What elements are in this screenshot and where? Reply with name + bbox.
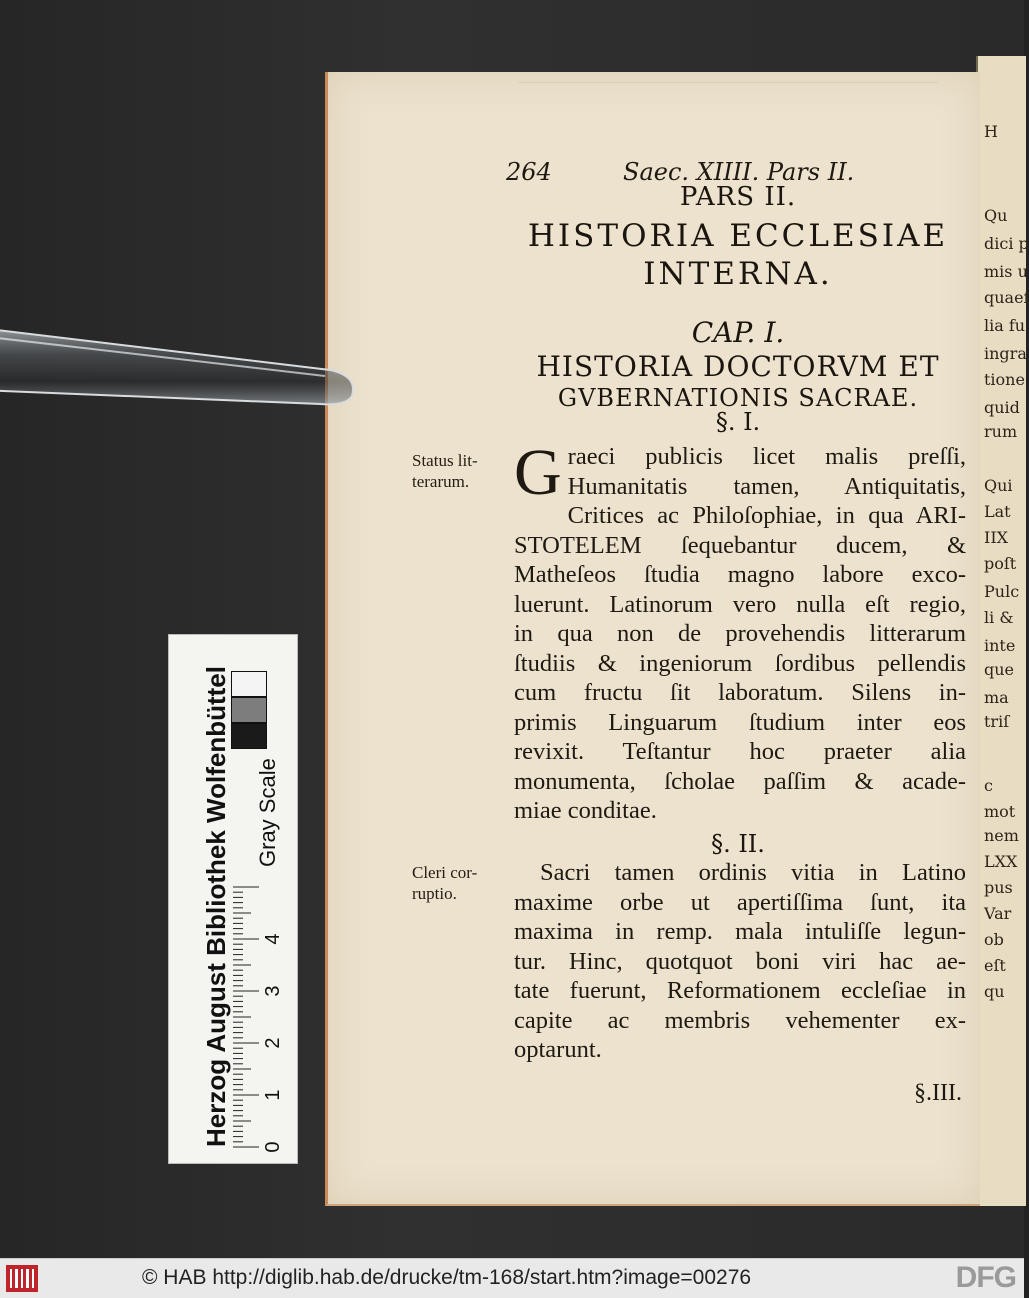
text-line: in qua non de provehendis litterarum: [514, 620, 966, 647]
facing-page-fragment: lia fu: [984, 316, 1026, 335]
facing-page-fragment: ob: [984, 930, 1004, 949]
text-line: miae conditae.: [514, 797, 657, 824]
section-1-text: [514, 436, 966, 826]
text-line: luerunt. Latinorum vero nulla eſt regio,: [514, 590, 966, 618]
ruler: [229, 885, 291, 1153]
section-1-heading: §. I.: [715, 408, 761, 436]
facing-page-fragment: eſt: [984, 956, 1006, 975]
text-line: maxime orbe ut apertiſſima ſunt, ita: [514, 888, 966, 916]
chapter-title-line-2: GVBERNATIONIS SACRAE.: [557, 384, 919, 412]
ruler-number: 0: [262, 1141, 284, 1153]
facing-page-fragment: quid: [984, 398, 1020, 417]
card-title: Herzog August Bibliothek Wolfenbüttel: [201, 666, 231, 1147]
facing-page-fragment: triſ: [984, 712, 1010, 731]
text-line: optarunt.: [514, 1036, 602, 1063]
text-line: revixit. Teſtantur hoc praeter alia: [514, 738, 966, 765]
facing-page-fragment: LXX: [984, 852, 1018, 871]
facing-page-fragment: mis u: [984, 262, 1028, 281]
page-holder-spatula: [0, 318, 375, 406]
section-2-text: [514, 858, 966, 1065]
facing-page-fragment: ingra: [984, 344, 1027, 363]
facing-page-fragment: tione: [984, 370, 1025, 389]
main-title-line-1: HISTORIA ECCLESIAE: [527, 218, 949, 254]
facing-page-fragment: H: [984, 122, 998, 141]
show-through: [518, 82, 938, 123]
text-line: Sacri tamen ordinis vitia in Latino: [540, 859, 966, 886]
margin-note-cleri-corruptio: Cleri cor- ruptio.: [412, 863, 478, 903]
page-number: 264: [506, 158, 552, 186]
facing-page-fragment: Lat: [984, 502, 1011, 521]
facing-page-fragment: ma: [984, 688, 1009, 707]
source-url[interactable]: © HAB http://diglib.hab.de/drucke/tm-168/start.htm?image=00276: [142, 1266, 752, 1289]
gray-patch-mid: [231, 697, 267, 723]
facing-page-fragment: dici p: [984, 234, 1029, 253]
facing-page-edge: [976, 56, 1029, 1206]
chapter-title-line-1: HISTORIA DOCTORVM ET: [536, 350, 940, 383]
text-line: tate fuerunt, Reformationem eccleſiae in: [514, 977, 966, 1004]
facing-page-fragment: Var: [984, 904, 1012, 923]
section-2-heading: §. II.: [711, 830, 765, 858]
text-line: ſtudiis & ingeniorum ſordibus pellendis: [514, 649, 966, 677]
gray-scale-card: [168, 634, 298, 1164]
gray-patch-light: [231, 671, 267, 697]
dfg-logo: DFG: [955, 1261, 1016, 1294]
text-line: Humanitatis tamen, Antiquitatis,: [567, 472, 966, 500]
footer-bar: [0, 1258, 1024, 1298]
text-line: cum fructu ſit laboratum. Silens in-: [514, 679, 966, 706]
ruler-number: 4: [262, 933, 284, 945]
text-line: primis Linguarum ſtudium inter eos: [514, 708, 966, 736]
hab-logo-icon: [6, 1265, 38, 1292]
part-heading: PARS II.: [679, 182, 797, 212]
text-line: raeci publicis licet malis preſſi,: [567, 443, 966, 470]
facing-page-fragment: c: [984, 776, 993, 795]
text-line: Critices ac Philoſophiae, in qua ARI-: [567, 502, 966, 529]
running-header: Saec. XIIII. Pars II.: [623, 158, 855, 186]
facing-page-fragment: pus: [984, 878, 1013, 897]
facing-page-fragment: poſt: [984, 554, 1017, 573]
gray-patch-dark: [231, 723, 267, 749]
facing-page-fragment: quaeſ: [984, 288, 1029, 307]
facing-page-fragment: qu: [984, 982, 1005, 1001]
card-subtitle: Gray Scale: [255, 758, 280, 867]
text-line: capite ac membris vehementer ex-: [514, 1006, 966, 1034]
text-line: Matheſeos ſtudia magno labore exco-: [514, 561, 966, 588]
book-page: [325, 72, 980, 1206]
facing-page-fragment: Pulc: [984, 582, 1020, 601]
main-title-line-2: INTERNA.: [643, 256, 833, 292]
facing-page-fragment: nem: [984, 826, 1019, 845]
ruler-number: 1: [262, 1089, 284, 1101]
facing-page-fragment: mot: [984, 802, 1016, 821]
margin-note-status-litterarum: Status lit- terarum.: [412, 451, 478, 491]
chapter-heading: CAP. I.: [691, 316, 785, 349]
facing-page-fragment: li &: [984, 608, 1014, 627]
ruler-number: 2: [262, 1037, 284, 1049]
facing-page-fragment: que: [984, 660, 1015, 679]
text-line: STOTELEM ſequebantur ducem, &: [514, 531, 966, 559]
text-line: tur. Hinc, quotquot boni viri hac ae-: [514, 947, 966, 975]
facing-page-fragment: Qu: [984, 206, 1008, 225]
text-line: maxima in remp. mala intuliſſe legun-: [514, 918, 966, 945]
facing-page-fragment: inte: [984, 636, 1016, 655]
catchword: §.III.: [914, 1080, 962, 1106]
facing-page-fragment: rum: [984, 422, 1018, 441]
facing-page-fragment: IIX: [984, 528, 1009, 547]
ruler-number: 3: [262, 985, 284, 997]
text-line: monumenta, ſcholae paſſim & acade-: [514, 767, 966, 795]
drop-cap: G: [514, 436, 562, 509]
facing-page-fragment: Qui: [984, 476, 1013, 495]
